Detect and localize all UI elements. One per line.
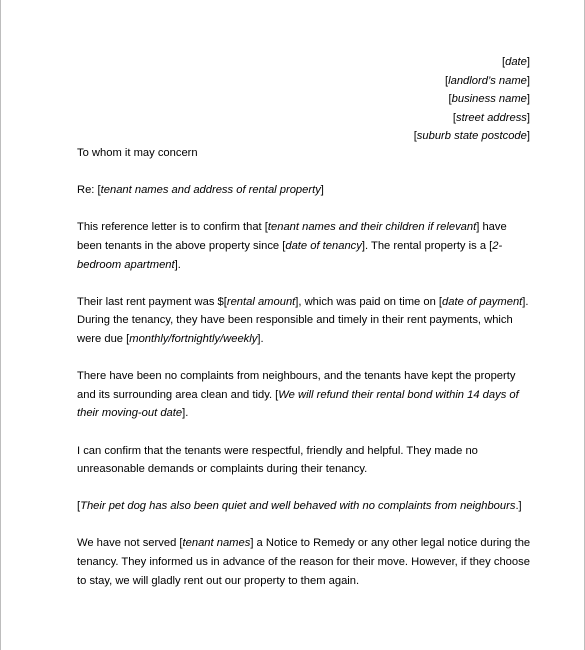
landlord-name-line: [landlord’s name] (445, 74, 530, 87)
date-placeholder: date (505, 56, 527, 68)
paragraph-pet: [Their pet dog has also been quiet and well behaved with no complaints from neighbours.] (77, 500, 522, 513)
business-name-line: [business name] (448, 93, 530, 106)
paragraph-rent-payment: Their last rent payment was $[rental amount], which was paid on time on [date of payment]. During the tenancy, they have been responsible and timely in their rent payments, which were due [monthly/fortnightly/weekly]. (77, 295, 529, 345)
date-line: [date] (502, 56, 530, 68)
street-address-placeholder: street address (456, 111, 527, 124)
paragraph-respectful: I can confirm that the tenants were respectful, friendly and helpful. They made no unreasonable demands or complaints during their tenancy. (77, 444, 478, 476)
suburb-line: [suburb state postcode] (413, 130, 530, 143)
letter-body (77, 144, 533, 590)
re-line: Re: [tenant names and address of rental property] (77, 184, 324, 197)
paragraph-no-complaints: There have been no complaints from neighbours, and the tenants have kept the property and its surrounding area clean and tidy. [We will refund their rental bond within 14 days of their moving-out date]. (77, 370, 519, 420)
paragraph-confirmation: This reference letter is to confirm that [tenant names and their children if relevant] have been tenants in the above property since [date of tenancy]. The rental property is a [2-bedroom apartment]. (77, 221, 507, 271)
re-placeholder: tenant names and address of rental property (100, 184, 321, 197)
business-name-placeholder: business name (451, 93, 527, 106)
street-address-line: [street address] (452, 111, 530, 124)
recipient-address-block (414, 53, 530, 146)
suburb-placeholder: suburb state postcode (416, 130, 527, 143)
salutation: To whom it may concern (77, 147, 198, 159)
paragraph-notice: We have not served [tenant names] a Notice to Remedy or any other legal notice during the tenancy. They informed us in advance of the reason for their move. However, if they choose to stay, we will gladly rent out our property to them again. (77, 537, 531, 587)
landlord-name-placeholder: landlord’s name (448, 74, 527, 87)
